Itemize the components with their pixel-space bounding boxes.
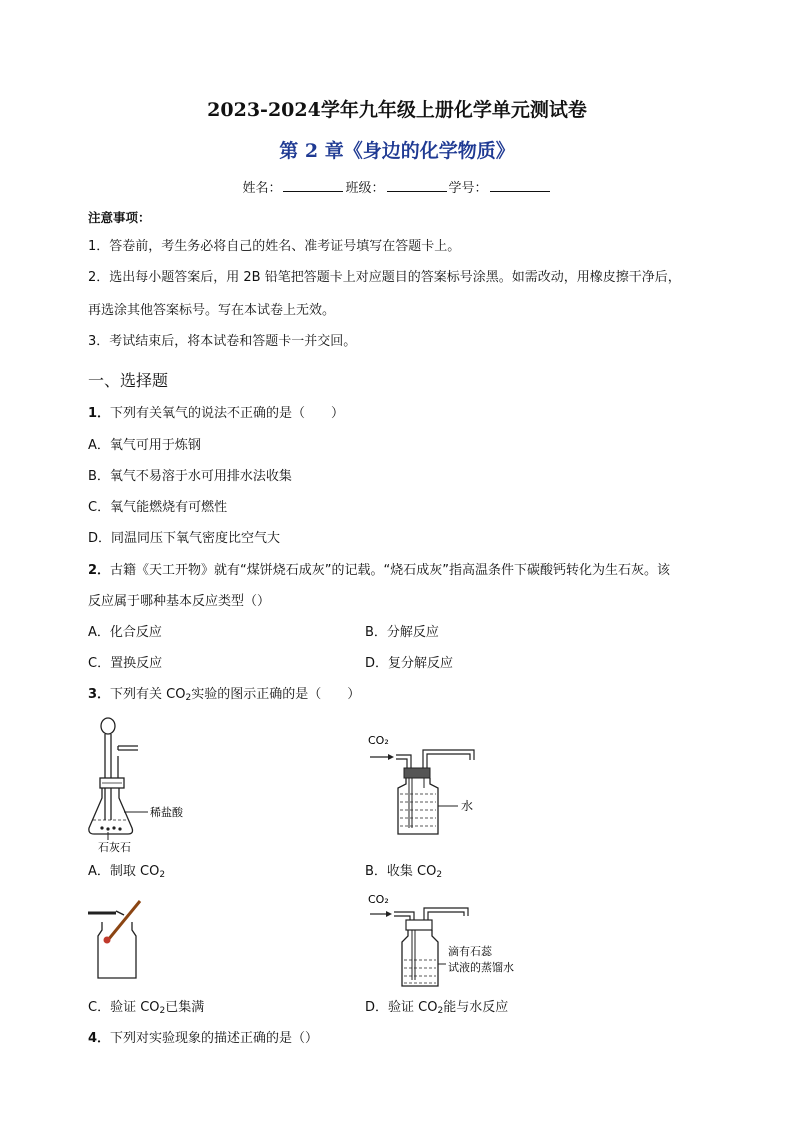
label-litmus-1: 滴有石蕊 (448, 945, 492, 958)
label-co2-gas: CO₂ (368, 734, 389, 747)
question-text: 古籍《天工开物》就有“煤饼烧石成灰”的记载。“烧石成灰”指高温条件下碳酸钙转化为生石灰。该 (110, 563, 670, 578)
q3-option-c[interactable] (88, 999, 204, 1020)
option-text: A．制取 CO (88, 864, 160, 879)
question-text-end: 实验的图示正确的是（ ） (191, 687, 361, 702)
number-blank[interactable] (490, 179, 550, 192)
section-heading: 一、选择题 (88, 371, 169, 390)
name-label: 姓名： (242, 181, 282, 196)
q3-option-a[interactable] (88, 863, 165, 884)
name-blank[interactable] (283, 179, 343, 192)
q1-option-b[interactable]: B．氧气不易溶于水可用排水法收集 (88, 469, 292, 484)
q1-option-d[interactable]: D．同温同压下氧气密度比空气大 (88, 531, 281, 546)
question-number: 1． (88, 406, 111, 421)
label-dilute-hcl: 稀盐酸 (150, 806, 183, 819)
option-text: C．验证 CO (88, 1000, 160, 1015)
option-text-end: 能与水反应 (443, 1000, 509, 1015)
question-text: 下列有关氧气的说法不正确的是（ ） (110, 406, 345, 421)
chapter-subtitle: 第 2 章《身边的化学物质》 (279, 140, 515, 162)
question-3-stem (88, 686, 360, 707)
question-text: 下列对实验现象的描述正确的是（） (110, 1031, 319, 1046)
subscript: 2 (436, 870, 443, 880)
label-co2-gas: CO₂ (368, 893, 389, 906)
question-number: 2． (88, 563, 111, 578)
q3-option-b[interactable] (365, 863, 442, 884)
figure-d-litmus-bottle (366, 890, 536, 990)
student-info-line (0, 177, 794, 196)
exam-title: 2023-2024学年九年级上册化学单元测试卷 (207, 99, 587, 121)
figure-c-bottle-with-stick (88, 896, 168, 982)
question-1-stem (88, 405, 344, 423)
question-2-stem-cont: 反应属于哪种基本反应类型（） (88, 594, 271, 609)
option-text: B．收集 CO (365, 864, 437, 879)
notice-heading: 注意事项： (88, 210, 151, 225)
q2-option-b[interactable]: B．分解反应 (365, 625, 439, 640)
subscript: 2 (159, 870, 166, 880)
notice-item: 1．答卷前，考生务必将自己的姓名、准考证号填写在答题卡上。 (88, 239, 461, 254)
subscript: 2 (437, 1006, 444, 1016)
number-label: 学号： (448, 181, 488, 196)
label-litmus-2: 试液的蒸馏水 (448, 961, 514, 974)
question-text: 下列有关 CO (110, 687, 186, 702)
q1-option-a[interactable]: A．氧气可用于炼钢 (88, 438, 201, 453)
figure-b-collection-bottle (366, 730, 506, 840)
question-number: 4． (88, 1031, 111, 1046)
q3-option-d[interactable] (365, 999, 508, 1020)
notice-item: 3．考试结束后，将本试卷和答题卡一并交回。 (88, 334, 357, 349)
q2-option-c[interactable]: C．置换反应 (88, 656, 163, 671)
label-limestone: 石灰石 (98, 841, 131, 854)
class-label: 班级： (345, 181, 385, 196)
notice-item: 再选涂其他答案标号。写在本试卷上无效。 (88, 303, 336, 318)
subscript: 2 (159, 1006, 166, 1016)
notice-item: 2．选出每小题答案后，用 2B 铅笔把答题卡上对应题目的答案标号涂黑。如需改动，用橡皮擦干净后， (88, 270, 681, 285)
option-text-end: 已集满 (165, 1000, 205, 1015)
label-water: 水 (461, 799, 474, 813)
class-blank[interactable] (387, 179, 447, 192)
question-number: 3． (88, 687, 111, 702)
q1-option-c[interactable]: C．氧气能燃烧有可燃性 (88, 500, 228, 515)
figure-a-flask-apparatus (86, 716, 196, 854)
subscript: 2 (185, 693, 192, 703)
q2-option-d[interactable]: D．复分解反应 (365, 656, 454, 671)
option-text: D．验证 CO (365, 1000, 438, 1015)
question-4-stem (88, 1030, 318, 1048)
q2-option-a[interactable]: A．化合反应 (88, 625, 162, 640)
question-2-stem (88, 562, 670, 580)
